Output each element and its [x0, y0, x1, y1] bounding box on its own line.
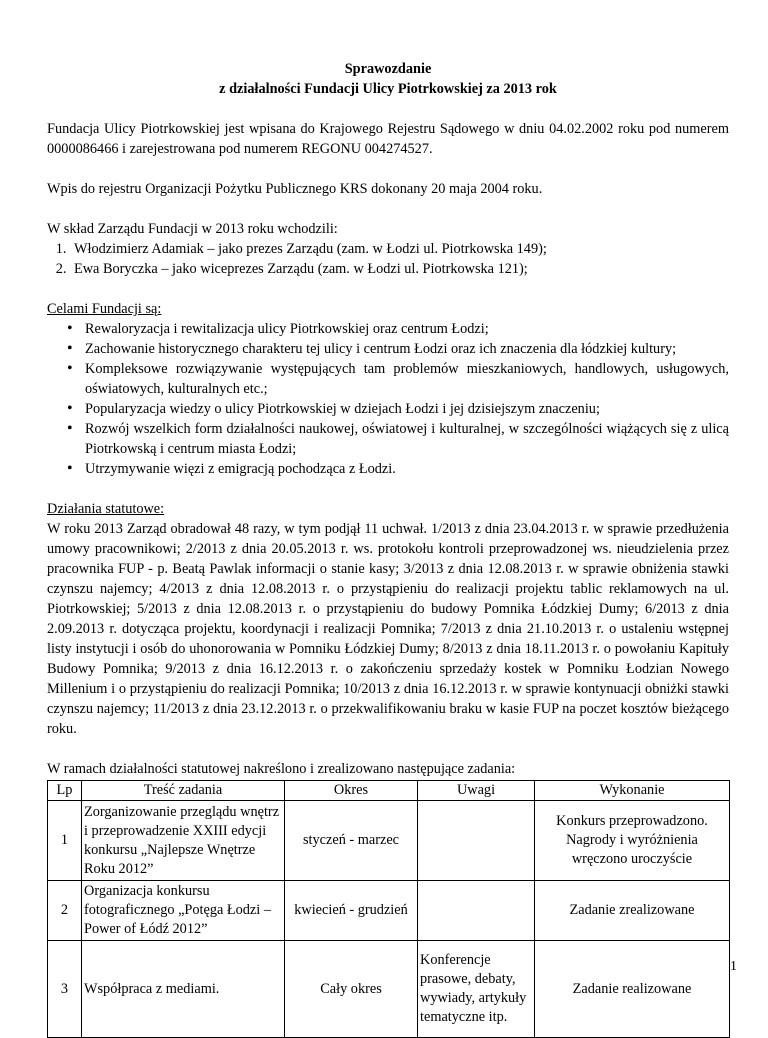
- statutory-paragraph: W roku 2013 Zarząd obradował 48 razy, w tym podjął 11 uchwał. 1/2013 z dnia 23.04.2013 r. w sprawie przedłużenia umowy pracownikowi; 2/2013 z dnia 20.05.2013 r. ws. protokołu kontroli przeprowadzonej ws. nieudzielenia przez pracownika FUP - p. Beatą Pawlak informacji o stanie kasy; 3/2013 z dnia 12.08.2013 r. w sprawie obniżenia stawki czynszu najemcy; 4/2013 z dnia 12.08.2013 r. o przystąpieniu do realizacji projektu tablic reklamowych na ul. Piotrkowskiej; 5/2013 z dnia 12.08.2013 r. o przystąpieniu do budowy Pomnika Łódzkiej Dumy; 6/2013 z dnia 2.09.2013 r. dotycząca projektu, koordynacji i realizacji Pomnika; 7/2013 z dnia 21.10.2013 r. o ustaleniu wstępnej listy instytucji i osób do uhonorowania w Pomniku Łódzkiej Dumy; 8/2013 z dnia 18.11.2013 r. o powołaniu Kapituły Budowy Pomnika; 9/2013 z dnia 16.12.2013 r. o zakończeniu sprzedaży kostek w Pomniku Łodzian Nowego Millenium i o przystąpieniu do realizacji Pomnika; 10/2013 z dnia 16.12.2013 r. w sprawie kontynuacji obniżki stawki czynszu najemcy; 11/2013 z dnia 23.12.2013 r. o przekwalifikowaniu braku w kasie FUP na poczet kosztów bieżącego roku.: [47, 521, 729, 737]
- col-header-execution: Wykonanie: [535, 781, 730, 801]
- board-intro: W skład Zarządu Fundacji w 2013 roku wchodzili:: [47, 221, 338, 237]
- cell-lp: 3: [48, 941, 82, 1038]
- col-header-notes: Uwagi: [418, 781, 535, 801]
- statutory-heading: Działania statutowe:: [47, 501, 165, 517]
- col-header-content: Treść zadania: [82, 781, 285, 801]
- opp-registration: Wpis do rejestru Organizacji Pożytku Publicznego KRS dokonany 20 maja 2004 roku.: [47, 181, 543, 197]
- intro-paragraph: Fundacja Ulicy Piotrkowskiej jest wpisana do Krajowego Rejestru Sądowego w dniu 04.02.2002 roku pod numerem 0000086466 i zarejestrowana pod numerem REGONU 004274527.: [47, 121, 729, 157]
- cell-execution: Konkurs przeprowadzono. Nagrody i wyróżnienia wręczono uroczyście: [535, 801, 730, 881]
- table-row: [48, 881, 730, 941]
- table-row: [48, 801, 730, 881]
- goal-item: • Zachowanie historycznego charakteru tej ulicy i centrum Łodzi oraz ich znaczenia dla łódzkiej kultury;: [47, 339, 729, 359]
- goal-item: • Popularyzacja wiedzy o ulicy Piotrkowskiej w dziejach Łodzi i jej dzisiejszym znaczeniu;: [47, 399, 729, 419]
- cell-notes: [418, 801, 535, 881]
- board-member: 1. Włodzimierz Adamiak – jako prezes Zarządu (zam. w Łodzi ul. Piotrkowska 149);: [70, 239, 729, 259]
- report-title-line1: Sprawozdanie: [344, 61, 432, 77]
- tasks-table: [47, 780, 730, 1038]
- report-title-line2: z działalności Fundacji Ulicy Piotrkowskiej za 2013 rok: [219, 81, 557, 97]
- cell-execution: Zadanie zrealizowane: [535, 881, 730, 941]
- cell-content: Organizacja konkursu fotograficznego „Potęga Łodzi – Power of Łódź 2012”: [82, 881, 285, 941]
- cell-period: kwiecień - grudzień: [285, 881, 418, 941]
- board-members-list: [47, 239, 729, 279]
- cell-notes: [418, 881, 535, 941]
- cell-period: styczeń - marzec: [285, 801, 418, 881]
- col-header-lp: Lp: [48, 781, 82, 801]
- goal-item: • Utrzymywanie więzi z emigracją pochodząca z Łodzi.: [47, 459, 729, 479]
- goal-item: • Rozwój wszelkich form działalności naukowej, oświatowej i kulturalnej, w szczególności wiążących się z ulicą Piotrkowską i centrum miasta Łodzi;: [47, 419, 729, 459]
- tasks-intro: W ramach działalności statutowej nakreślono i zrealizowano następujące zadania:: [47, 761, 516, 777]
- col-header-period: Okres: [285, 781, 418, 801]
- goals-list: [47, 319, 729, 479]
- cell-lp: 2: [48, 881, 82, 941]
- cell-content: Współpraca z mediami.: [82, 941, 285, 1038]
- goal-item: • Rewaloryzacja i rewitalizacja ulicy Piotrkowskiej oraz centrum Łodzi;: [47, 319, 729, 339]
- cell-notes: Konferencje prasowe, debaty, wywiady, artykuły tematyczne itp.: [418, 941, 535, 1038]
- goal-item: • Kompleksowe rozwiązywanie występujących tam problemów mieszkaniowych, handlowych, usługowych, oświatowych, kulturalnych etc.;: [47, 359, 729, 399]
- table-header-row: [48, 781, 730, 801]
- cell-execution: Zadanie realizowane: [535, 941, 730, 1038]
- document-page: [47, 59, 729, 1038]
- page-number: 1: [730, 959, 737, 974]
- board-member: 2. Ewa Boryczka – jako wiceprezes Zarządu (zam. w Łodzi ul. Piotrkowska 121);: [70, 259, 729, 279]
- cell-content: Zorganizowanie przeglądu wnętrz i przeprowadzenie XXIII edycji konkursu „Najlepsze Wnętrze Roku 2012”: [82, 801, 285, 881]
- goals-heading: Celami Fundacji są:: [47, 301, 162, 317]
- cell-period: Cały okres: [285, 941, 418, 1038]
- table-row: [48, 941, 730, 1038]
- cell-lp: 1: [48, 801, 82, 881]
